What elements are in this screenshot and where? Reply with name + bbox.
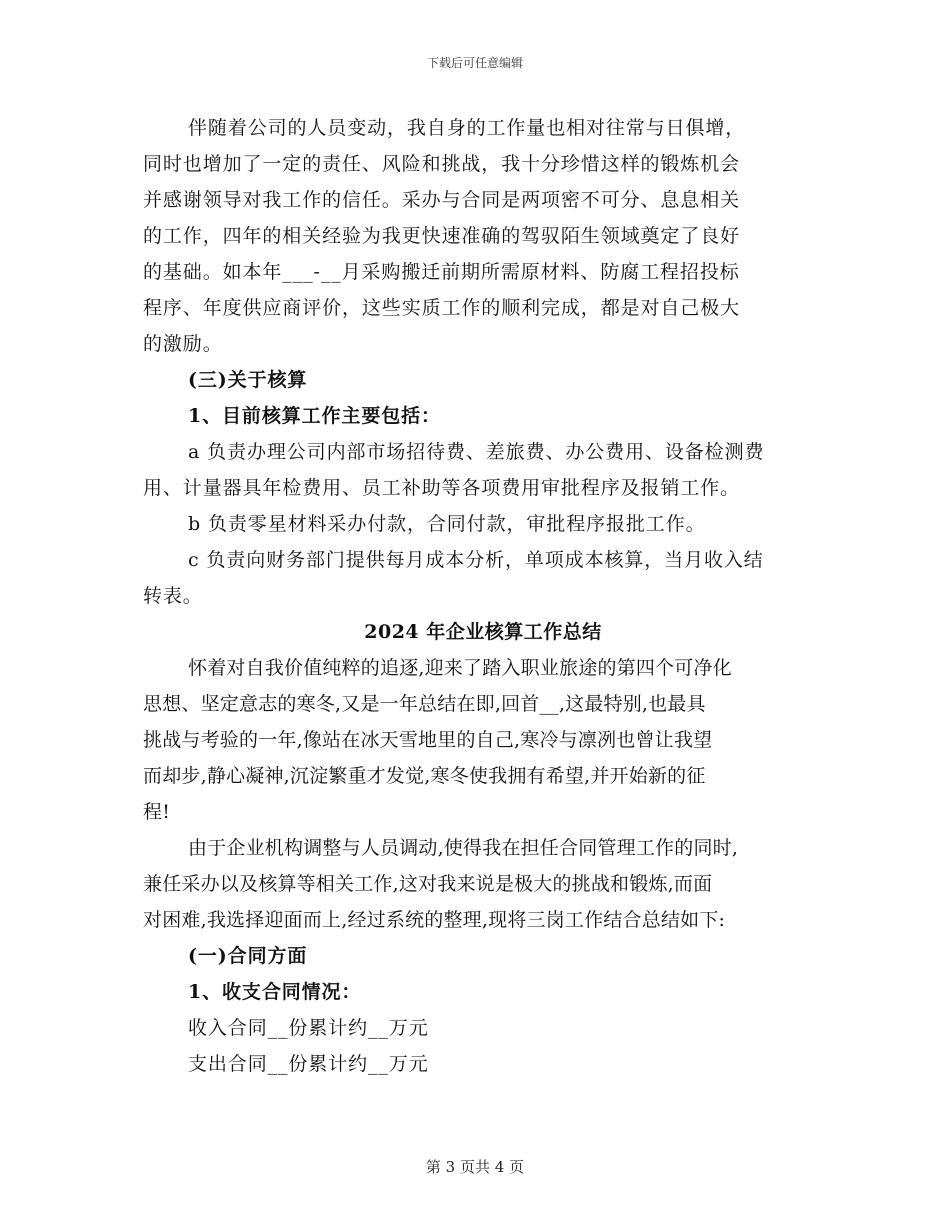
paragraph-line: 兼任采办以及核算等相关工作,这对我来说是极大的挑战和锻炼,而面 — [143, 873, 713, 895]
paragraph-line: 的工作，四年的相关经验为我更快速准确的驾驭陌生领域奠定了良好 — [143, 225, 741, 247]
paragraph-line: 程! — [143, 801, 171, 823]
paragraph-line: 由于企业机构调整与人员调动,使得我在担任合同管理工作的同时, — [188, 837, 739, 859]
paragraph-line: 程序、年度供应商评价，这些实质工作的顺利完成，都是对自己极大 — [143, 297, 741, 319]
paragraph-line: 伴随着公司的人员变动，我自身的工作量也相对往常与日俱增， — [188, 117, 746, 139]
paragraph-line: 的激励。 — [143, 333, 223, 355]
paragraph-line: 思想、坚定意志的寒冬,又是一年总结在即,回首__,这最特别,也最具 — [143, 693, 706, 715]
list-item-c-line: c 负责向财务部门提供每月成本分析，单项成本核算，当月收入结 — [188, 549, 764, 571]
page-number: 第 3 页共 4 页 — [425, 1158, 525, 1176]
paragraph-line: 对困难,我选择迎面而上,经过系统的整理,现将三岗工作结合总结如下: — [143, 909, 726, 931]
header-note: 下载后可任意编辑 — [426, 56, 523, 70]
list-item-c-line: 转表。 — [143, 585, 203, 607]
document-body — [143, 110, 823, 1082]
document-title: 2024 年企业核算工作总结 — [364, 621, 602, 643]
paragraph-line: 并感谢领导对我工作的信任。采办与合同是两项密不可分、息息相关 — [143, 189, 741, 211]
section-heading-accounting: (三)关于核算 — [188, 369, 308, 391]
section-heading-contracts: (一)合同方面 — [188, 945, 308, 967]
paragraph-line: 同时也增加了一定的责任、风险和挑战，我十分珍惜这样的锻炼机会 — [143, 153, 741, 175]
paragraph-line: 的基础。如本年___-__月采购搬迁前期所需原材料、防腐工程招投标 — [143, 261, 740, 283]
paragraph-line: 怀着对自我价值纯粹的追逐,迎来了踏入职业旅途的第四个可净化 — [188, 657, 732, 679]
item-heading-accounting-scope: 1、目前核算工作主要包括： — [188, 405, 441, 427]
list-item-a-line: a 负责办理公司内部市场招待费、差旅费、办公费用、设备检测费 — [188, 441, 765, 463]
paragraph-line: 而却步,静心凝神,沉淀繁重才发觉,寒冬使我拥有希望,并开始新的征 — [143, 765, 706, 787]
list-item-a-line: 用、计量器具年检费用、员工补助等各项费用审批程序及报销工作。 — [143, 477, 741, 499]
expense-contracts-line: 支出合同__份累计约__万元 — [188, 1053, 429, 1075]
paragraph-line: 挑战与考验的一年,像站在冰天雪地里的自己,寒冷与凛冽也曾让我望 — [143, 729, 713, 751]
income-contracts-line: 收入合同__份累计约__万元 — [188, 1017, 429, 1039]
list-item-b: b 负责零星材料采办付款，合同付款，审批程序报批工作。 — [188, 513, 706, 535]
item-heading-contracts: 1、收支合同情况： — [188, 981, 362, 1003]
